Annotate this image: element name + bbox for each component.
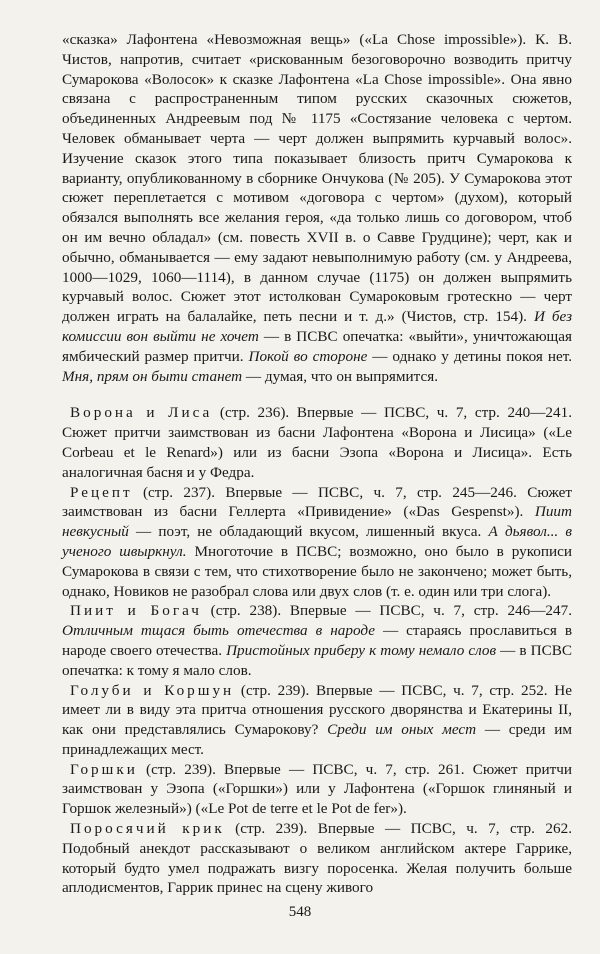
entry-title: Рецепт xyxy=(70,483,133,501)
entry-gorshki: Горшки (стр. 239). Впервые — ПСВС, ч. 7, стр. 261. Сюжет притчи заимствован у Эзопа («Горшки») или у Лафонтена («Горшок глиняный и Горшок железный») («Le Pot de terre et le Pot de fer»). xyxy=(62,760,572,818)
entry-title: Пиит и Богач xyxy=(70,602,202,620)
entry-title: Ворона и Лиса xyxy=(70,404,213,422)
commentary-text xyxy=(62,30,572,898)
entry-golubi-i-korshun: Голуби и Коршун (стр. 239). Впервые — ПСВС, ч. 7, стр. 252. Не имеет ли в виду эта притча отношения русского дворянства и Екатерины II, как они представлялись Сумарокову? Среди им оных мест — среди им принадлежащих мест. xyxy=(62,681,572,758)
entry-piit-i-bogach: Пиит и Богач (стр. 238). Впервые — ПСВС, ч. 7, стр. 246—247. Отличным тщася быть отечества в народе — стараясь прославиться в народе своего отечества. Пристойных приберу к тому немало слов — в ПСВС опечатка: к тому я мало слов. xyxy=(62,602,573,679)
entry-porosyachiy-krik: Поросячий крик (стр. 239). Впервые — ПСВС, ч. 7, стр. 262. Подобный анекдот рассказывают о великом английском актере Гаррике, который будто умел подражать визгу поросенка. Желая получить больше аплодисментов, Гаррик принес на сцену живого xyxy=(62,820,572,897)
entry-title: Горшки xyxy=(70,760,138,778)
entry-title: Голуби и Коршун xyxy=(70,681,235,699)
entry-title: Поросячий крик xyxy=(70,820,225,838)
entry-retsept: Рецепт (стр. 237). Впервые — ПСВС, ч. 7, стр. 245—246. Сюжет заимствован из басни Геллерта «Привидение» («Das Gespenst»). Пиит невкусный — поэт, не обладающий вкусом, лишенный вкуса. А дьявол... в ученого швыркнул. Многоточие в ПСВС; возможно, оно было в рукописи Сумарокова в связи с тем, что стихотворение было не закончено; может быть, однако, Новиков не разобрал слова или двух слов (т. е. один или три слога). xyxy=(62,483,573,600)
entry-vorona-i-lisa: Ворона и Лиса (стр. 236). Впервые — ПСВС, ч. 7, стр. 240—241. Сюжет притчи заимствован из басни Лафонтена «Ворона и Лисица» («Le Corbeau et le Renard») или из басни Эзопа «Ворона и Лисица». Есть аналогичная басня и у Федра. xyxy=(62,404,572,481)
intro-paragraph: «сказка» Лафонтена «Невозможная вещь» («La Chose impossible»). К. В. Чистов, напротив, считает «рискованным безоговорочно возводить притчу Сумарокова «Волосок» к сказке Лафонтена «La Chose impossible». Она явно связана с распространенным типом русских сказочных сюжетов, объединенных Андреевым под № 1175 «Состязание человека с чертом. Человек обманывает черта — черт должен выпрямить курчавый волос». Изучение сказок этого типа показывает близость притч Сумарокова к варианту, опубликованному в сборнике Ончукова (№ 205). У Сумарокова этот сюжет переплетается с мотивом «договора с чертом» (духом), который обязался выполнять все желания героя, «да только лишь со договором, чтоб он им вечно обладал» (см. повесть XVII в. о Савве Грудцине); черт, как и обычно, обманывается — ему задают невыполнимую работу (см. у Андреева, 1000—1029, 1060—1114), в данном случае (1175) он должен выпрямить курчавый волос. Сюжет этот истолкован Сумароковым гротескно — черт должен играть на балалайке, петь песни и т. д.» (Чистов, стр. 154). И без комиссии вон выйти не хочет — в ПСВС опечатка: «выйти», уничтожающая ямбический размер притчи. Покой во стороне — однако у детины покоя нет. Мня, прям он быти станет — думая, что он выпрямится. xyxy=(62,31,573,385)
page-number: 548 xyxy=(288,904,312,920)
